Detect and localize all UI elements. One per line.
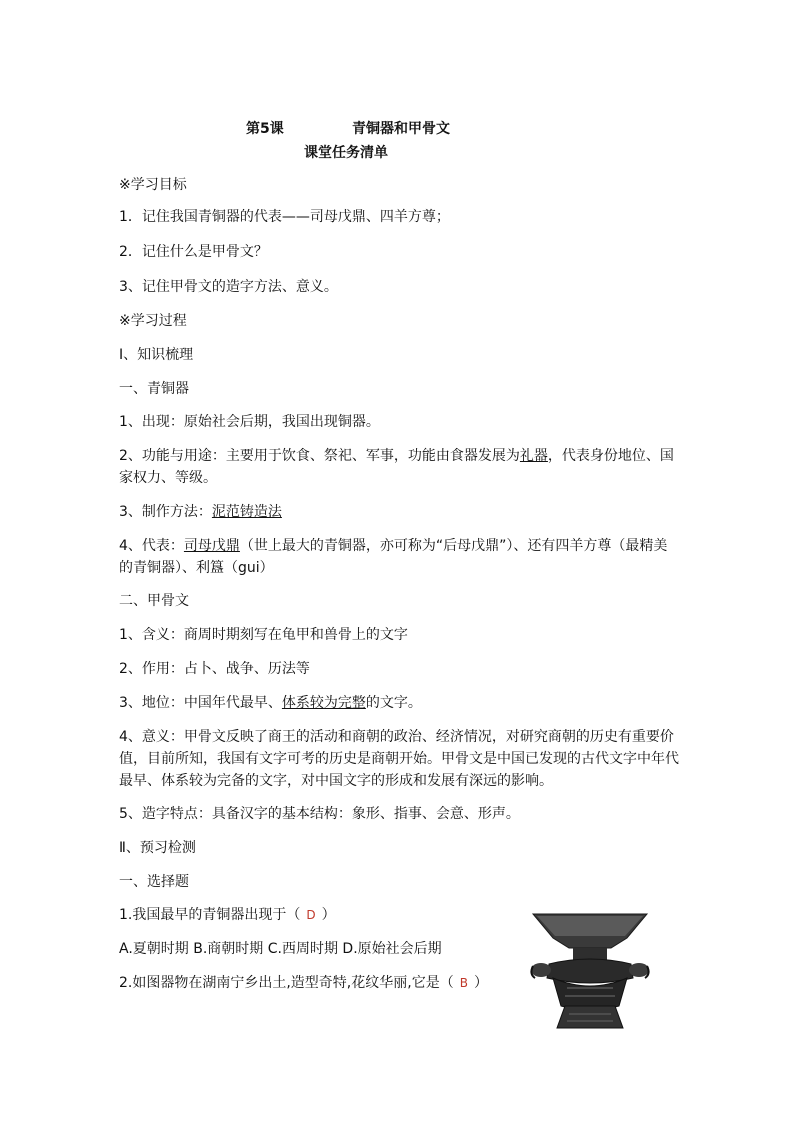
- bronze-item-4-text: 4、代表：: [119, 538, 184, 554]
- question-2-text: 2.如图器物在湖南宁乡出土,造型奇特,花纹华丽,它是（: [119, 975, 454, 991]
- underlined-term: 泥范铸造法: [211, 504, 282, 520]
- part2-heading: Ⅱ、预习检测: [119, 840, 196, 856]
- underlined-term: 礼器: [519, 448, 548, 464]
- question-1-close: ）: [321, 907, 336, 923]
- part1-heading: Ⅰ、知识梳理: [119, 347, 194, 363]
- oracle-item-3-text-end: 的文字。: [365, 695, 422, 711]
- oracle-heading: 二、甲骨文: [119, 593, 189, 609]
- page-subtitle: 课堂任务清单: [304, 145, 388, 161]
- underlined-term: 体系较为完整: [281, 695, 366, 711]
- goal-item-3: 3、记住甲骨文的造字方法、意义。: [119, 279, 338, 295]
- question-1: [119, 904, 336, 926]
- question-2-answer: B: [459, 976, 468, 990]
- question-2-close: ）: [473, 975, 488, 991]
- question-1-text: 1.我国最早的青铜器出现于（: [119, 907, 301, 923]
- oracle-item-3: [119, 692, 422, 714]
- bronze-item-1: 1、出现：原始社会后期，我国出现铜器。: [119, 414, 380, 430]
- bronze-item-3-text: 3、制作方法：: [119, 504, 212, 520]
- bronze-item-3: [119, 501, 282, 523]
- oracle-item-3-text: 3、地位：中国年代最早、: [119, 695, 282, 711]
- goal-item-1: 1．记住我国青铜器的代表——司母戊鼎、四羊方尊；: [119, 209, 450, 225]
- goal-item-2: 2．记住什么是甲骨文？: [119, 244, 268, 260]
- underlined-term: 司母戊鼎: [183, 538, 240, 554]
- oracle-item-1: 1、含义：商周时期刻写在龟甲和兽骨上的文字: [119, 627, 408, 643]
- oracle-item-2: 2、作用：占卜、战争、历法等: [119, 661, 310, 677]
- bronze-item-4-text-end: （世上最大的青铜器，亦可称为“后母戊鼎”）、还有四羊方尊（最精美的青铜器）、利簋（gui）: [119, 538, 668, 576]
- bronze-item-4: [119, 535, 679, 579]
- oracle-item-5: 5、造字特点：具备汉字的基本结构：象形、指事、会意、形声。: [119, 806, 520, 822]
- bronze-heading: 一、青铜器: [119, 381, 189, 397]
- bronze-item-2-text: 2、功能与用途：主要用于饮食、祭祀、军事，功能由食器发展为: [119, 448, 520, 464]
- bronze-item-2: [119, 445, 679, 489]
- question-1-options: A.夏朝时期 B.商朝时期 C.西周时期 D.原始社会后期: [119, 941, 442, 957]
- choice-section-heading: 一、选择题: [119, 874, 189, 890]
- lesson-title: 青铜器和甲骨文: [352, 121, 450, 137]
- bronze-vessel-image: [527, 908, 653, 1034]
- lesson-number: 第5课: [246, 121, 284, 137]
- bronze-item-2-text-end: ，代表身份地位、国家权力、等级。: [119, 448, 674, 486]
- goals-heading: ※学习目标: [119, 177, 187, 193]
- question-1-answer: D: [306, 908, 316, 922]
- oracle-item-4: 4、意义：甲骨文反映了商王的活动和商朝的政治、经济情况，对研究商朝的历史有重要价值，目前所知，我国有文字可考的历史是商朝开始。甲骨文是中国已发现的古代文字中年代最早、体系较为完备的文字，对中国文字的形成和发展有深远的影响。: [119, 729, 679, 789]
- question-2: [119, 972, 488, 994]
- process-heading: ※学习过程: [119, 313, 187, 329]
